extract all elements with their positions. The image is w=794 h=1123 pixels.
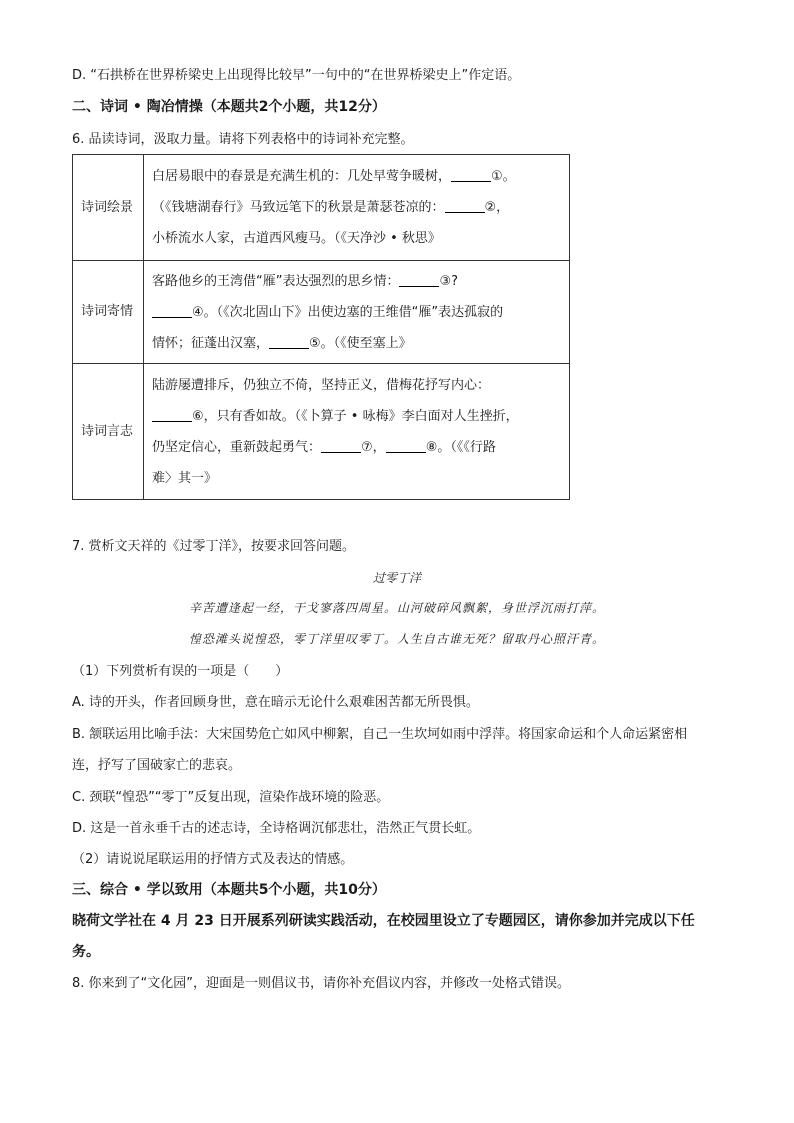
text-segment: 。（《使至塞上》 xyxy=(320,335,412,351)
text-segment: 陆游屡遭排斥，仍独立不倚，坚持正义，借梅花抒写内心： xyxy=(152,377,491,393)
table-row xyxy=(73,364,570,500)
answer-blank[interactable] xyxy=(152,303,192,318)
answer-blank[interactable] xyxy=(269,334,309,349)
question-7-text: 7. 赏析文天祥的《过零丁洋》，按要求回答问题。 xyxy=(72,539,356,554)
sub-question-1: （1）下列赏析有误的一项是（ ） xyxy=(72,664,289,679)
answer-blank[interactable] xyxy=(152,407,192,422)
poem-title: 过零丁洋 xyxy=(372,571,421,585)
category-cell: 诗词绘景 xyxy=(73,155,144,261)
category-cell: 诗词言志 xyxy=(73,364,144,500)
table-row xyxy=(73,155,570,261)
content-cell xyxy=(144,364,570,500)
option-a: A. 诗的开头，作者回顾身世，意在暗示无论什么艰难困苦都无所畏惧。 xyxy=(72,695,479,710)
table-row xyxy=(73,261,570,364)
activity-intro: 晓荷文学社在 4 月 23 日开展系列研读实践活动，在校园里设立了专题园区，请你参加并完成以下任务。 xyxy=(72,913,695,960)
blank-marker: ⑤ xyxy=(309,335,321,351)
question-6-text: 6. 品读诗词，汲取力量。请将下列表格中的诗词补充完整。 xyxy=(72,132,414,147)
text-segment: ， xyxy=(372,439,386,455)
option-d-previous: D. “石拱桥在世界桥梁史上出现得比较早”一句中的“在世界桥梁史上”作定语。 xyxy=(72,68,521,83)
blank-marker: ① xyxy=(491,169,503,184)
text-segment: 难〉其一》 xyxy=(152,470,218,486)
question-8-text: 8. 你来到了“文化园”，迎面是一则倡议书，请你补充倡议内容，并修改一处格式错误。 xyxy=(72,976,571,991)
blank-marker: ② xyxy=(484,200,497,215)
text-segment: 。（《次北固山下》出使边塞的王维借“雁”表达孤寂的 xyxy=(203,304,504,320)
answer-blank[interactable] xyxy=(445,198,485,213)
text-segment: ， xyxy=(496,200,510,215)
text-segment: （《钱塘湖春行》马致远笔下的秋景是萧瑟苍凉的： xyxy=(152,200,445,215)
text-segment: 客路他乡的王湾借“雁”表达强烈的思乡情： xyxy=(152,273,400,289)
option-d: D. 这是一首永垂千古的述志诗，全诗格调沉郁悲壮，浩然正气贯长虹。 xyxy=(72,821,481,836)
text-segment: 小桥流水人家，古道西风瘦马。（《天净沙 • 秋思》 xyxy=(152,231,441,246)
blank-marker: ③ xyxy=(439,273,452,289)
section3-title: 三、综合 • 学以致用（本题共5个小题，共10分） xyxy=(72,882,386,898)
content-cell xyxy=(144,261,570,364)
text-segment: 。（《《行路 xyxy=(437,439,496,455)
content-cell xyxy=(144,155,570,261)
option-b: B. 颔联运用比喻手法：大宋国势危亡如风中柳絮，自己一生坎坷如雨中浮萍。将国家命运和个人命运紧密相连，抒写了国破家亡的悲哀。 xyxy=(72,727,688,773)
text-segment: 。 xyxy=(502,169,516,184)
blank-marker: ④ xyxy=(192,304,204,320)
text-segment: 白居易眼中的春景是充满生机的：几处早莺争暖树， xyxy=(152,169,452,184)
blank-marker: ⑦ xyxy=(361,439,373,455)
answer-blank[interactable] xyxy=(386,438,426,453)
text-segment: 仍坚定信心，重新鼓起勇气： xyxy=(152,439,322,455)
blank-marker: ⑧ xyxy=(425,439,438,455)
answer-blank[interactable] xyxy=(321,438,361,453)
blank-marker: ⑥ xyxy=(192,408,204,424)
answer-blank[interactable] xyxy=(399,272,439,287)
section2-title: 二、诗词 • 陶冶情操（本题共2个小题，共12分） xyxy=(72,99,386,115)
text-segment: ，只有香如故。（《卜算子 • 咏梅》李白面对人生挫折， xyxy=(203,408,519,424)
option-c: C. 颈联“惶恐”“零丁”反复出现，渲染作战环境的险恶。 xyxy=(72,790,390,805)
text-segment: ? xyxy=(451,273,459,289)
poetry-table xyxy=(72,154,570,500)
poem-line-2: 惶恐滩头说惶恐，零丁洋里叹零丁。人生自古谁无死？留取丹心照汗青。 xyxy=(188,632,605,646)
answer-blank[interactable] xyxy=(451,167,491,182)
poem-line-1: 辛苦遭逢起一经，干戈寥落四周星。山河破碎风飘絮，身世浮沉雨打萍。 xyxy=(188,601,605,615)
sub-question-2: （2）请说说尾联运用的抒情方式及表达的情感。 xyxy=(72,852,354,867)
text-segment: 情怀；征蓬出汉塞， xyxy=(152,335,270,351)
category-cell: 诗词寄情 xyxy=(73,261,144,364)
